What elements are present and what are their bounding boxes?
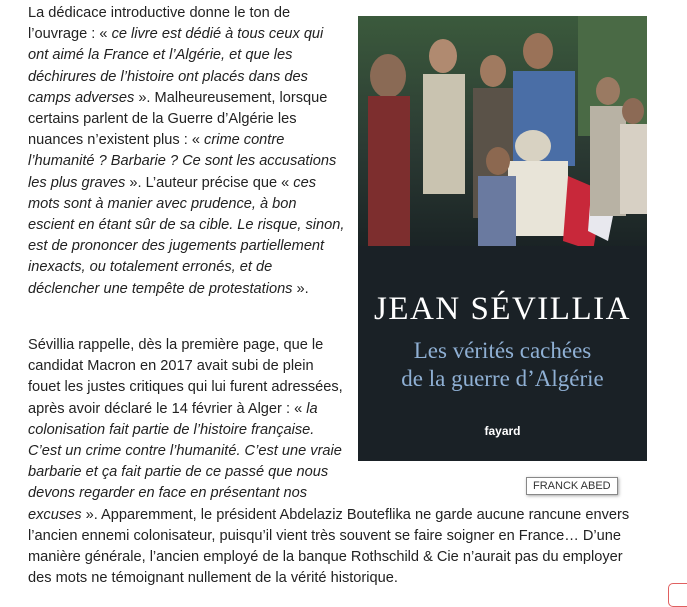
- paragraph-dedication: [28, 3, 346, 300]
- book-author: JEAN SÉVILLIA: [374, 291, 631, 327]
- scroll-to-top-button[interactable]: [668, 583, 687, 607]
- p1-quote-author: ces mots sont à manier avec prudence, à bon escient en étant sûr de sa cible. Le risque, sinon, est de prononcer des jugements partiellement inexacts, ou totalement erronés, et de déclencher une tempête de protestations: [28, 174, 345, 297]
- cover-photo: [358, 16, 647, 278]
- p2-text-2: ». Apparemment, le président Abdelaziz Bouteflika ne garde aucune rancune envers l’ancien ennemi colonisateur, puisqu’il vient très souvent se faire soigner en France… D’une manière générale, l’ancien employé de la banque Rothschild & Cie n’aurait pas du employer des mots ne témoignant nullement de la vérité historique.: [28, 506, 630, 587]
- p1-text-2: ». Malheureusement, lorsque certains parlent de la Guerre d’Algérie les nuances n’existent plus : «: [28, 89, 328, 149]
- p1-text-4: ».: [292, 280, 309, 297]
- p1-quote-accusations: crime contre l’humanité ? Barbarie ? Ce sont les accusations les plus graves: [28, 132, 337, 191]
- book-title-line2: de la guerre d’Algérie: [401, 366, 604, 391]
- p1-quote-dedication: ce livre est dédié à tous ceux qui ont aimé la France et l’Algérie, et que les déchirures de l’histoire ont placés dans des camps adverses: [28, 26, 324, 106]
- book-publisher: fayard: [484, 424, 521, 438]
- p2-text-1: Sévillia rappelle, dès la première page, que le candidat Macron en 2017 avait subi de plein fouet les justes critiques qui lui furent adressées, après avoir déclaré le 14 février à Alger : «: [28, 337, 343, 417]
- p1-text-3: ». L’auteur précise que «: [125, 174, 294, 191]
- image-tooltip: FRANCK ABED: [526, 477, 618, 495]
- book-title-line1: Les vérités cachées: [413, 338, 592, 363]
- book-cover-image[interactable]: [358, 16, 647, 461]
- book-title: [358, 337, 647, 393]
- p1-text-1: La dédicace introductive donne le ton de l’ouvrage : «: [28, 5, 291, 43]
- p2-quote-macron: la colonisation fait partie de l’histoire française. C’est un crime contre l’humanité. C’est une vraie barbarie et ça fait partie de ce passé que nous devons regarder en face en présentant nos excuses: [28, 400, 342, 523]
